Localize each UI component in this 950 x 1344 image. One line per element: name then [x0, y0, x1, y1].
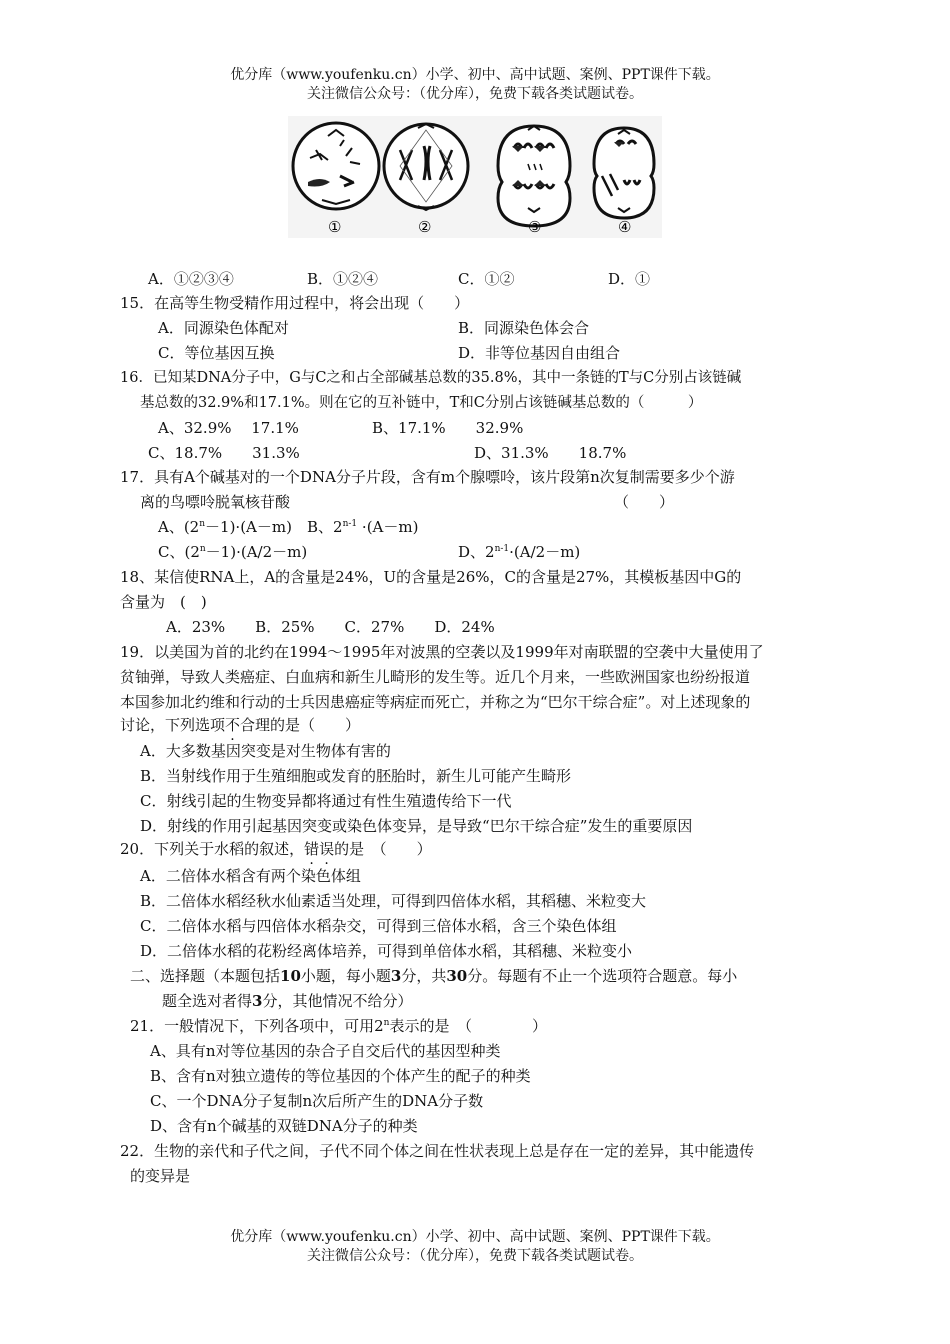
q14-option-d: D．①	[608, 270, 651, 288]
q19-option-d: D．射线的作用引起基因突变或染色体变异，是导致“巴尔干综合症”发生的重要原因	[140, 817, 693, 835]
cell-division-figure	[288, 116, 662, 238]
header-line-2: 关注微信公众号：（优分库），免费下载各类试题试卷。	[307, 86, 643, 102]
q18-options: A．23% B．25% C．27% D．24%	[166, 618, 495, 636]
q16-option-b: B、17.1% 32.9%	[372, 419, 524, 437]
q17-option-d: D、$2^{n-1}\cdot(A/2-m)$	[458, 543, 581, 561]
q17-option-a: A、$(2^n-1)\cdot(A-m)$	[158, 518, 292, 536]
q14-option-a: A．①②③④	[148, 270, 234, 288]
emphasis-dot-text: 不	[225, 716, 241, 734]
q14-option-b: B．①②④	[307, 270, 379, 288]
q19-line-2: 贫铀弹，导致人类癌症、白血病和新生儿畸形的发生等。近几个月来，一些欧洲国家也纷纷报道	[120, 668, 751, 686]
q21-option-b: B、含有n对独立遗传的等位基因的个体产生的配子的种类	[150, 1067, 531, 1085]
q20-stem: 20．下列关于水稻的叙述，错误的是 （ ）	[120, 840, 432, 858]
q16-stem-line-2: 基总数的32.9%和17.1%。则在它的互补链中，T和C分别占该链碱基总数的（ ）	[140, 395, 703, 411]
q21-stem: 21．一般情况下，下列各项中，可用2$^n$表示的是 （ ）	[130, 1017, 547, 1035]
q20-option-b: B．二倍体水稻经秋水仙素适当处理，可得到四倍体水稻，其稻穗、米粒变大	[140, 892, 647, 910]
q21-option-c: C、一个DNA分子复制n次后所产生的DNA分子数	[150, 1092, 484, 1110]
q15-option-c: C．等位基因互换	[158, 344, 275, 362]
q16-stem-line-1: 16．已知某DNA分子中，G与C之和占全部碱基总数的35.8%，其中一条链的T与C分别占该链碱	[120, 370, 742, 386]
q20-option-c: C．二倍体水稻与四倍体水稻杂交，可得到三倍体水稻，含三个染色体组	[140, 917, 617, 935]
section-2-heading-line-1: 二、选择题（本题包括10小题，每小题3分，共30分。每题有不止一个选项符合题意。每小	[130, 967, 738, 985]
q15-option-a: A．同源染色体配对	[158, 319, 289, 337]
q17-option-b: B、$2^{n-1} \cdot(A-m)$	[307, 518, 419, 536]
q15-option-b: B．同源染色体会合	[458, 319, 590, 337]
q15-stem: 15．在高等生物受精作用过程中，将会出现（ ）	[120, 294, 470, 312]
q16-option-a: A、32.9% 17.1%	[158, 419, 299, 437]
q19-option-a: A．大多数基因突变是对生物体有害的	[140, 742, 391, 760]
cell-diagram-4	[594, 128, 654, 218]
figure-label-3: ③	[528, 218, 542, 236]
q18-stem-line-2: 含量为 ( )	[120, 593, 207, 611]
q20-option-a: A．二倍体水稻含有两个染色体组	[140, 867, 361, 885]
q21-option-a: A、具有n对等位基因的杂合子自交后代的基因型种类	[150, 1042, 501, 1060]
footer-line-2: 关注微信公众号：（优分库），免费下载各类试题试卷。	[307, 1248, 643, 1264]
q19-line-1: 19．以美国为首的北约在1994～1995年对波黑的空袭以及1999年对南联盟的空袭中大量使用了	[120, 643, 764, 661]
cell-diagram-1	[293, 123, 379, 209]
q22-line-1: 22．生物的亲代和子代之间，子代不同个体之间在性状表现上总是存在一定的差异，其中能遗传	[120, 1142, 755, 1160]
q17-answer-paren: （ ）	[614, 493, 675, 511]
q22-line-2: 的变异是	[130, 1167, 191, 1185]
figure-label-4: ④	[618, 218, 632, 236]
q14-option-c: C．①②	[458, 270, 515, 288]
q18-stem-line-1: 18、某信使RNA上，A的含量是24%，U的含量是26%，C的含量是27%，其模板基因中G的	[120, 568, 742, 586]
page-header	[0, 66, 950, 104]
q19-line-4: 讨论，下列选项不合理的是（ ）	[120, 716, 361, 734]
q17-option-c: C、$(2^n-1)\cdot(A/2-m)$	[158, 543, 308, 561]
page-footer	[0, 1228, 950, 1266]
cell-diagram-2	[384, 124, 468, 210]
q21-option-d: D、含有n个碱基的双链DNA分子的种类	[150, 1117, 418, 1135]
figure-label-1: ①	[328, 218, 342, 236]
q16-option-d: D、31.3% 18.7%	[474, 444, 627, 462]
section-2-heading-line-2: 题全选对者得3分，其他情况不给分）	[162, 992, 413, 1010]
q19-line-3: 本国参加北约维和行动的士兵因患癌症等病症而死亡，并称之为“巴尔干综合症”。对上述现象的	[120, 693, 751, 711]
q15-option-d: D．非等位基因自由组合	[458, 344, 621, 362]
q19-option-b: B．当射线作用于生殖细胞或发育的胚胎时，新生儿可能产生畸形	[140, 767, 572, 785]
cell-diagram-3	[498, 126, 570, 226]
header-line-1: 优分库（www.youfenku.cn）小学、初中、高中试题、案例、PPT课件下载。	[230, 67, 720, 83]
q19-option-c: C．射线引起的生物变异都将通过有性生殖遗传给下一代	[140, 792, 512, 810]
q16-option-c: C、18.7% 31.3%	[148, 444, 300, 462]
q17-stem-line-1: 17．具有A个碱基对的一个DNA分子片段，含有m个腺嘌呤，该片段第n次复制需要多少个游	[120, 468, 735, 486]
figure-label-2: ②	[418, 218, 432, 236]
q20-option-d: D．二倍体水稻的花粉经离体培养，可得到单倍体水稻，其稻穗、米粒变小	[140, 942, 633, 960]
footer-line-1: 优分库（www.youfenku.cn）小学、初中、高中试题、案例、PPT课件下载。	[230, 1229, 720, 1245]
q17-stem-line-2: 离的鸟嘌呤脱氧核苷酸	[140, 493, 291, 511]
